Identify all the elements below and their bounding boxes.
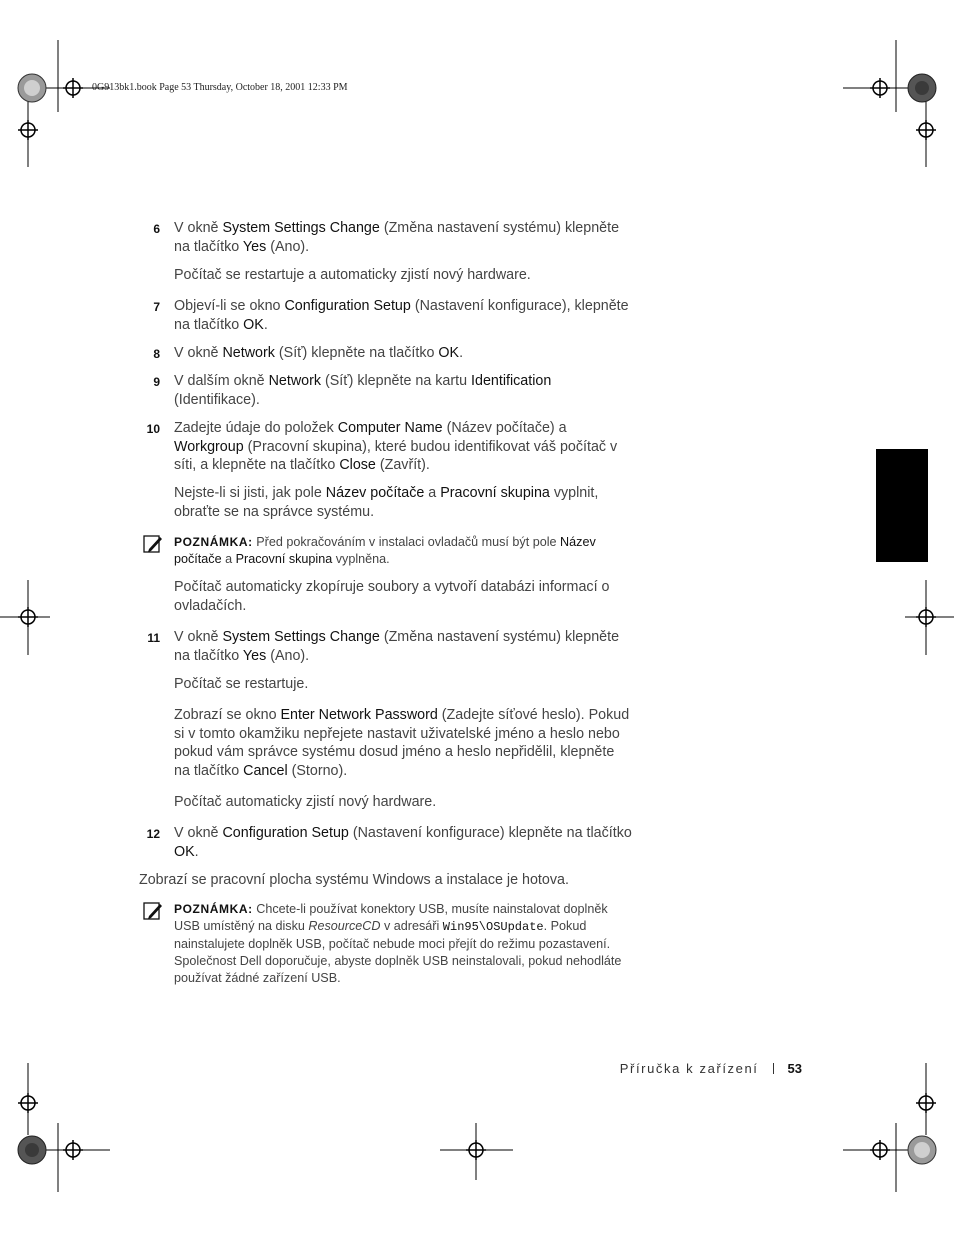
step-11-result: Počítač se restartuje. [174, 676, 309, 692]
step-6-result: Počítač se restartuje a automaticky zjistí nový hardware. [174, 267, 531, 283]
step-11: 11 V okně System Settings Change (Změna nastavení systému) klepněte na tlačítko Yes (Ano). [147, 629, 620, 664]
note-1-followup: Počítač automaticky zkopíruje soubory a vytvoří databázi informací o ovladačích. [174, 579, 610, 614]
header-note: 0G913bk1.book Page 53 Thursday, October 18, 2001 12:33 PM [92, 82, 348, 93]
step-11-hardware: Počítač automaticky zjistí nový hardware. [174, 794, 437, 810]
chapter-tab [876, 449, 928, 562]
page-number: 53 [787, 1061, 802, 1076]
step-11-password: Zobrazí se okno Enter Network Password (Zadejte síťové heslo). Pokud si v tomto okamžiku nepřejete nastavit uživatelské jméno a heslo nebo pokud vám správce systému dosud jméno a heslo nepřidělil, klepněte na tlačítko Cancel (Storno). [174, 707, 630, 779]
step-6: 6 V okně System Settings Change (Změna nastavení systému) klepněte na tlačítko Yes (Ano). [153, 220, 620, 255]
page-footer [620, 1061, 802, 1076]
note-2: POZNÁMKA: Chcete-li používat konektory USB, musíte nainstalovat doplněk USB umístěný na disku ResourceCD v adresáři Win95\OSUpdate. Pokud nainstalujete doplněk USB, počítač nebude moci přejít do režimu pozastavení. Společnost Dell doporučuje, abyste doplněk USB neinstalovali, pokud nehodláte používat žádné zařízení USB. [174, 901, 634, 987]
step-7: 7 Objeví-li se okno Configuration Setup (Nastavení konfigurace), klepněte na tlačítko OK. [153, 298, 629, 333]
step-10: 10 Zadejte údaje do položek Computer Name (Název počítače) a Workgroup (Pracovní skupina), které budou identifikovat váš počítač v síti, a klepněte na tlačítko Close (Zavřít). [146, 420, 618, 473]
footer-title: Příručka k zařízení [619, 1061, 759, 1076]
step-10-hint: Nejste-li si jisti, jak pole Název počítače a Pracovní skupina vyplnit, obraťte se na správce systému. [174, 485, 599, 520]
final-paragraph: Zobrazí se pracovní plocha systému Windows a instalace je hotova. [139, 872, 569, 888]
pencil-note-icon [143, 901, 163, 921]
footer-separator [773, 1063, 774, 1074]
step-12: 12 V okně Configuration Setup (Nastavení konfigurace) klepněte na tlačítko OK. [146, 825, 632, 860]
note-1: POZNÁMKA: Před pokračováním v instalaci ovladačů musí být pole Název počítače a Pracovní skupina vyplněna. [174, 534, 634, 568]
pencil-note-icon [143, 534, 163, 554]
step-9: 9 V dalším okně Network (Síť) klepněte na kartu Identification (Identifikace). [153, 373, 552, 408]
step-8: 8 V okně Network (Síť) klepněte na tlačítko OK. [153, 345, 464, 361]
